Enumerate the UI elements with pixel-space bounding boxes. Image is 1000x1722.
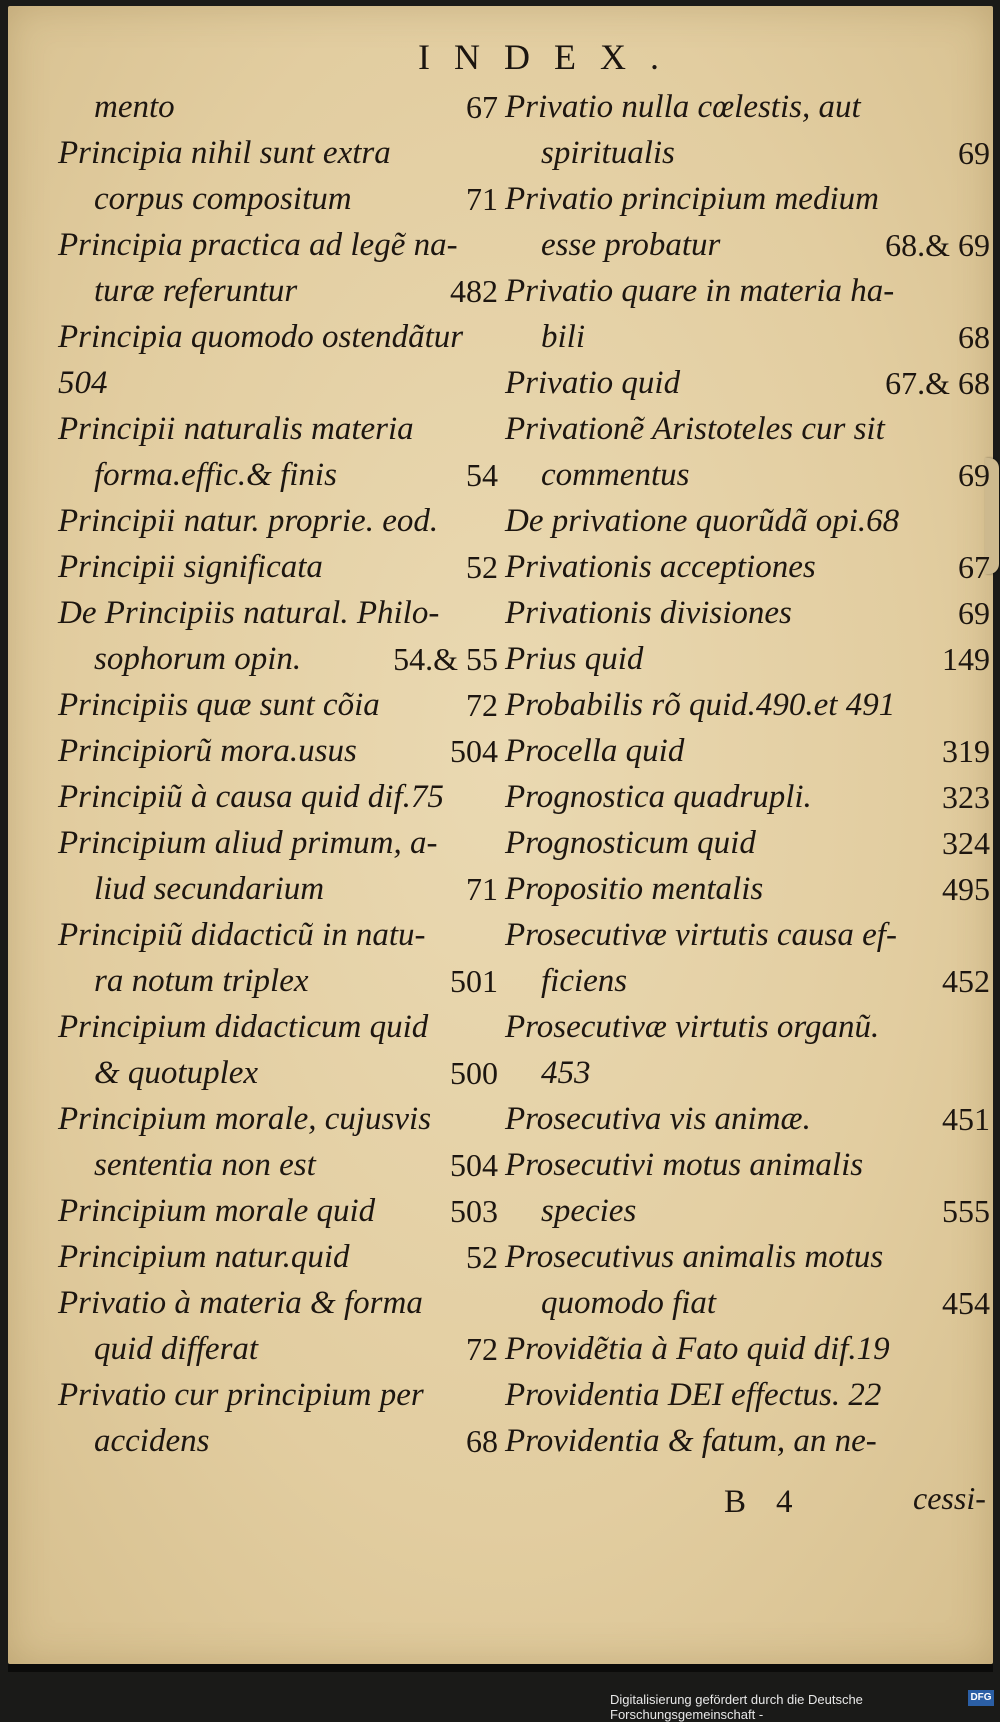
index-entry-text: Principiũ didacticũ in natu- — [58, 917, 426, 953]
index-entry — [505, 774, 990, 820]
index-entry — [58, 912, 498, 958]
index-entry — [505, 820, 990, 866]
index-entry-text: Principium aliud primum, a- — [58, 825, 438, 861]
index-entry — [58, 1372, 498, 1418]
index-entry-text: Prosecutivus animalis motus — [505, 1239, 884, 1275]
index-entry-text: Principiũ à causa quid dif.75 — [58, 779, 444, 815]
index-entry-text: mento — [94, 89, 175, 125]
index-entry-text: spiritualis — [541, 135, 675, 171]
catchword: cessi- — [913, 1480, 986, 1516]
index-entry — [505, 1142, 990, 1188]
index-column-right — [505, 84, 990, 1464]
index-entry — [58, 1188, 498, 1234]
page-header: INDEX. — [418, 37, 683, 77]
index-entry-page: 454 — [942, 1285, 990, 1321]
index-entry — [58, 820, 498, 866]
index-entry — [505, 1096, 990, 1142]
index-entry-text: Privatio cur principium per — [58, 1377, 424, 1413]
index-entry — [58, 84, 498, 130]
index-entry-text: Prius quid — [505, 641, 644, 677]
index-entry-page: 72 — [466, 687, 498, 723]
index-column-left — [58, 84, 498, 1464]
index-entry-text: Prognosticum quid — [505, 825, 756, 861]
index-entry-text: Principii naturalis materia — [58, 411, 414, 447]
index-entry — [58, 636, 498, 682]
index-entry — [505, 1280, 990, 1326]
index-entry — [505, 406, 990, 452]
index-entry — [58, 1096, 498, 1142]
index-entry-page: 149 — [942, 641, 990, 677]
index-entry-text: Prosecutiva vis animæ. — [505, 1101, 811, 1137]
index-entry — [58, 590, 498, 636]
index-entry — [58, 1234, 498, 1280]
index-entry — [58, 406, 498, 452]
index-entry-text: turæ referuntur — [94, 273, 298, 309]
index-entry-page: 500 — [450, 1055, 498, 1091]
index-entry-text: Principia practica ad legẽ na- — [58, 227, 458, 263]
index-entry-text: corpus compositum — [94, 181, 352, 217]
index-entry-page: 503 — [450, 1193, 498, 1229]
index-entry — [505, 866, 990, 912]
signature-number: 4 — [776, 1484, 793, 1520]
index-entry-text: ficiens — [541, 963, 628, 999]
index-entry-page: 323 — [942, 779, 990, 815]
index-entry-text: Providentia & fatum, an ne- — [505, 1423, 877, 1459]
index-entry-text: bili — [541, 319, 586, 355]
dfg-logo: DFG — [968, 1690, 994, 1706]
index-entry-page: 54.& 55 — [393, 641, 498, 677]
index-entry-text: De Principiis natural. Philo- — [58, 595, 440, 631]
index-entry — [505, 84, 990, 130]
index-entry-page: 52 — [466, 1239, 498, 1275]
index-entry — [505, 130, 990, 176]
index-entry-text: Propositio mentalis — [505, 871, 764, 907]
index-entry-page: 69 — [958, 135, 990, 171]
signature-mark — [724, 1484, 793, 1521]
index-entry-page: 69 — [958, 595, 990, 631]
digitization-credit: Digitalisierung gefördert durch die Deutsche Forschungsgemeinschaft - — [610, 1692, 863, 1722]
index-entry — [58, 866, 498, 912]
index-entry-text: & quotuplex — [94, 1055, 259, 1091]
index-entry — [58, 958, 498, 1004]
index-entry-text: Principium morale, cujusvis — [58, 1101, 432, 1137]
index-entry — [505, 728, 990, 774]
index-entry-text: commentus — [541, 457, 690, 493]
index-entry — [58, 774, 498, 820]
index-entry-text: Probabilis rõ quid.490.et 491 — [505, 687, 896, 723]
index-entry-text: Prosecutivi motus animalis — [505, 1147, 864, 1183]
index-entry — [58, 268, 498, 314]
index-entry-text: Principium didacticum quid — [58, 1009, 429, 1045]
index-entry — [58, 682, 498, 728]
index-entry-text: Privatio principium medium — [505, 181, 879, 217]
index-entry-text: liud secundarium — [94, 871, 325, 907]
index-entry — [505, 1418, 990, 1464]
index-entry-page: 67 — [958, 549, 990, 585]
index-entry-page: 68 — [466, 1423, 498, 1459]
index-entry-page: 67.& 68 — [885, 365, 990, 401]
index-entry — [58, 1050, 498, 1096]
index-entry-text: Prognostica quadrupli. — [505, 779, 812, 815]
index-entry-page: 495 — [942, 871, 990, 907]
index-entry-text: ra notum triplex — [94, 963, 309, 999]
index-entry-text: species — [541, 1193, 637, 1229]
index-entry-text: Providẽtia à Fato quid dif.19 — [505, 1331, 890, 1367]
index-entry-page: 72 — [466, 1331, 498, 1367]
index-entry-page: 69 — [958, 457, 990, 493]
index-entry-text: Principii natur. proprie. eod. — [58, 503, 439, 539]
index-entry-text: Privatio quid — [505, 365, 681, 401]
index-entry-text: Principia nihil sunt extra — [58, 135, 391, 171]
index-entry — [505, 544, 990, 590]
index-entry-text: accidens — [94, 1423, 210, 1459]
index-entry-page: 67 — [466, 89, 498, 125]
index-entry-text: Privationis acceptiones — [505, 549, 816, 585]
index-entry — [505, 682, 990, 728]
index-entry-text: sententia non est — [94, 1147, 316, 1183]
index-entry — [58, 544, 498, 590]
index-entry — [505, 268, 990, 314]
index-entry-page: 71 — [466, 181, 498, 217]
index-entry-text: 453 — [541, 1055, 591, 1091]
index-entry — [58, 498, 498, 544]
index-entry-text: 504 — [58, 365, 108, 401]
index-entry — [505, 498, 990, 544]
index-entry — [58, 452, 498, 498]
index-entry-page: 451 — [942, 1101, 990, 1137]
index-entry — [505, 1004, 990, 1050]
index-entry-text: Prosecutivæ virtutis organũ. — [505, 1009, 880, 1045]
index-entry-text: Privationẽ Aristoteles cur sit — [505, 411, 885, 447]
index-entry-page: 482 — [450, 273, 498, 309]
index-entry-text: quid differat — [94, 1331, 259, 1367]
index-entry — [58, 1418, 498, 1464]
index-entry-page: 71 — [466, 871, 498, 907]
index-entry — [58, 1326, 498, 1372]
index-entry — [505, 314, 990, 360]
index-entry — [58, 314, 498, 360]
index-entry-text: Principium natur.quid — [58, 1239, 350, 1275]
index-entry — [505, 1050, 990, 1096]
index-entry-text: Privatio nulla cœlestis, aut — [505, 89, 861, 125]
index-entry-text: Privationis divisiones — [505, 595, 792, 631]
index-entry — [58, 1142, 498, 1188]
index-entry-text: sophorum opin. — [94, 641, 302, 677]
index-entry — [505, 958, 990, 1004]
index-entry-text: Principium morale quid — [58, 1193, 376, 1229]
index-entry — [505, 1234, 990, 1280]
index-entry-text: esse probatur — [541, 227, 721, 263]
index-entry-page: 324 — [942, 825, 990, 861]
index-entry-text: De privatione quorũdã opi.68 — [505, 503, 900, 539]
index-entry-text: Providentia DEI effectus. 22 — [505, 1377, 882, 1413]
index-entry — [58, 222, 498, 268]
index-entry-page: 52 — [466, 549, 498, 585]
index-entry — [505, 176, 990, 222]
index-entry — [58, 1280, 498, 1326]
book-page — [8, 6, 993, 1664]
index-entry-page: 501 — [450, 963, 498, 999]
index-entry-page: 68.& 69 — [885, 227, 990, 263]
index-entry-text: Principii significata — [58, 549, 323, 585]
index-entry-text: Prosecutivæ virtutis causa ef- — [505, 917, 897, 953]
index-entry — [58, 360, 498, 406]
index-entry — [58, 176, 498, 222]
index-entry-page: 504 — [450, 733, 498, 769]
index-entry-text: Privatio quare in materia ha- — [505, 273, 895, 309]
index-entry — [58, 1004, 498, 1050]
index-entry — [505, 222, 990, 268]
index-entry-text: Principiis quæ sunt cõia — [58, 687, 380, 723]
index-entry — [505, 636, 990, 682]
index-entry-text: quomodo fiat — [541, 1285, 717, 1321]
index-entry-page: 504 — [450, 1147, 498, 1183]
index-entry — [505, 590, 990, 636]
index-entry-text: Privatio à materia & forma — [58, 1285, 423, 1321]
index-entry-text: forma.effic.& finis — [94, 457, 337, 493]
index-entry-page: 555 — [942, 1193, 990, 1229]
index-entry — [505, 1326, 990, 1372]
index-entry — [505, 452, 990, 498]
index-entry-page: 452 — [942, 963, 990, 999]
index-entry — [505, 912, 990, 958]
index-entry-text: Procella quid — [505, 733, 685, 769]
index-entry — [505, 1372, 990, 1418]
scan-edge — [8, 1664, 993, 1672]
index-entry — [505, 360, 990, 406]
index-entry — [58, 130, 498, 176]
index-entry-page: 54 — [466, 457, 498, 493]
index-entry-text: Principiorũ mora.usus — [58, 733, 357, 769]
index-entry — [58, 728, 498, 774]
index-entry-text: Principia quomodo ostendãtur — [58, 319, 464, 355]
index-entry-page: 68 — [958, 319, 990, 355]
index-entry-page: 319 — [942, 733, 990, 769]
signature-letter: B — [724, 1484, 747, 1520]
index-entry — [505, 1188, 990, 1234]
